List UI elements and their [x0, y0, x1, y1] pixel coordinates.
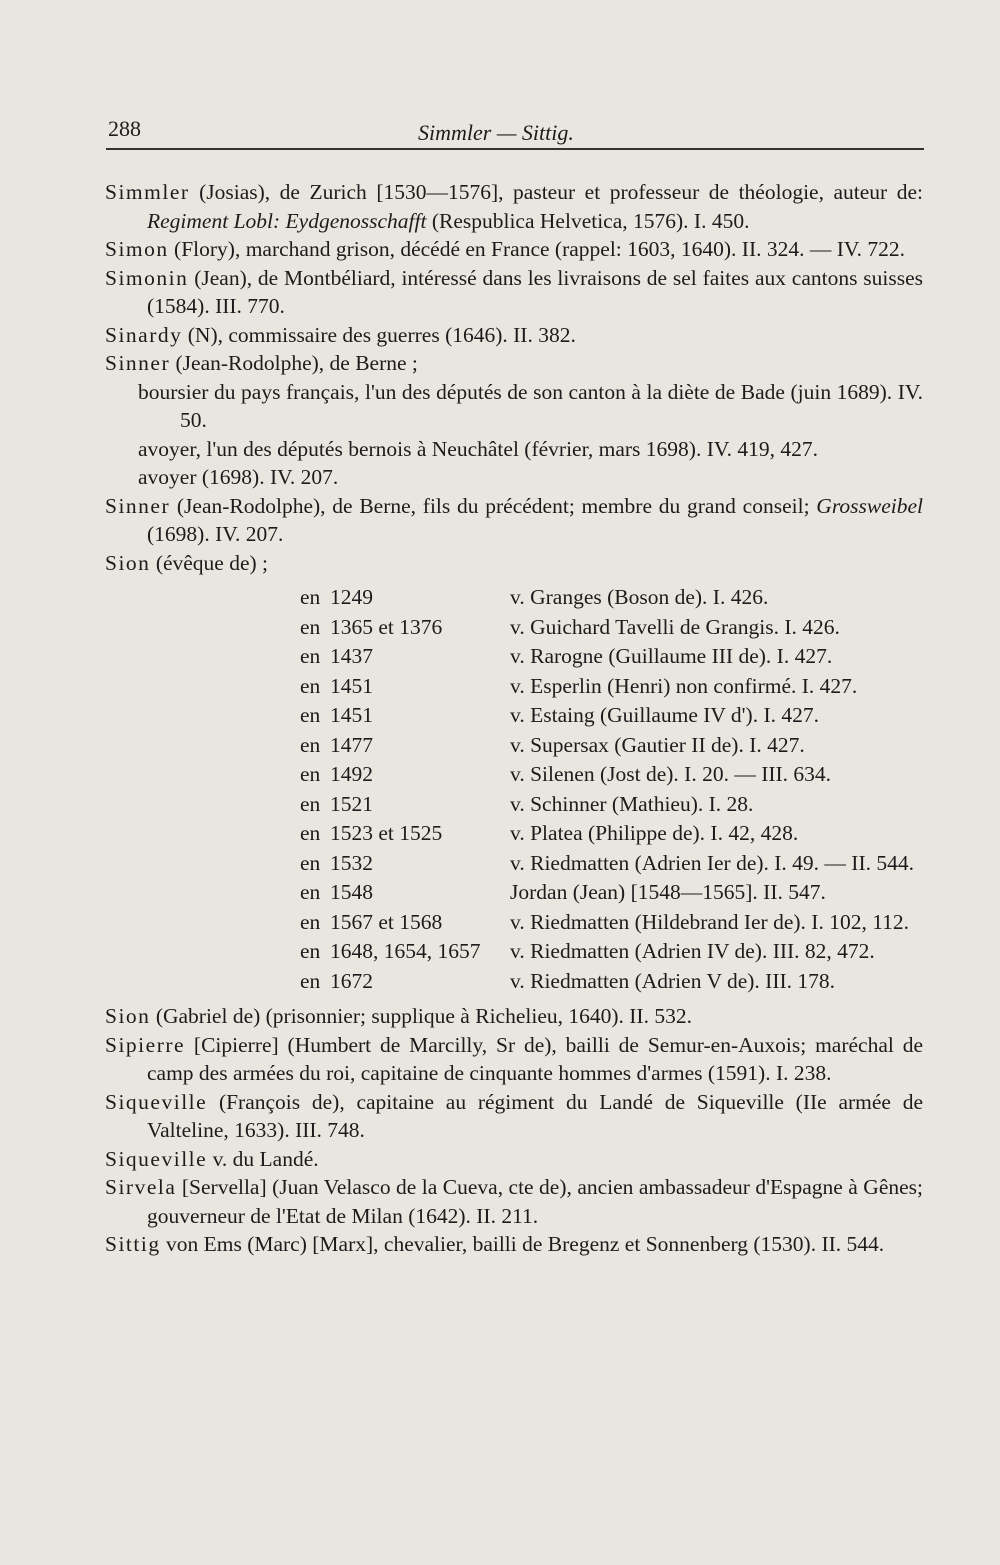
entry-head: Siqueville — [105, 1089, 208, 1114]
page-header — [108, 112, 923, 152]
index-entry: Sittig von Ems (Marc) [Marx], chevalier, bailli de Bregenz et Sonnenberg (1530). II. 544. — [105, 1232, 885, 1256]
index-entry: Sirvela [Servella] (Juan Velasco de la Cueva, cte de), ancien ambassadeur d'Espagne à Gênes; gouverneur de l'Etat de Milan (1642). II. 211. — [105, 1175, 923, 1228]
sub-entry: boursier du pays français, l'un des députés de son canton à la diète de Bade (juin 1689). IV. 50. — [138, 379, 923, 432]
entry-head: Sion — [105, 550, 151, 575]
index-body — [105, 178, 923, 1259]
list-item: en 1532 v. Riedmatten (Adrien Ier de). I. 49. — II. 544. — [300, 850, 914, 875]
index-entry: Sion (Gabriel de) (prisonnier; supplique à Richelieu, 1640). II. 532. — [105, 1004, 692, 1028]
entry-head: Sion — [105, 1004, 151, 1028]
list-item: en 1451 v. Esperlin (Henri) non confirmé. I. 427. — [300, 673, 858, 698]
index-entry: Siqueville v. du Landé. — [105, 1146, 319, 1171]
list-item: en 1672 v. Riedmatten (Adrien V de). III. 178. — [300, 968, 836, 993]
entry-head: Sinner — [105, 351, 171, 375]
list-item: en 1477 v. Supersax (Gautier II de). I. 427. — [300, 732, 805, 757]
entry-head: Sittig — [105, 1232, 161, 1256]
index-entry: Sion (évêque de) ; — [105, 550, 269, 575]
index-entry: Simmler (Josias), de Zurich [1530—1576], pasteur et professeur de théologie, auteur de: Regiment Lobl: Eydgenosschafft (Respublica Helvetica, 1576). I. 450. — [105, 180, 924, 233]
entry-head: Simon — [105, 237, 169, 261]
index-entry: Sinardy (N), commissaire des guerres (1646). II. 382. — [105, 322, 576, 347]
list-item: en 1249 v. Granges (Boson de). I. 426. — [300, 585, 769, 609]
sub-entry: avoyer, l'un des députés bernois à Neuchâtel (février, mars 1698). IV. 419, 427. — [138, 436, 819, 461]
index-entry: Sipierre [Cipierre] (Humbert de Marcilly, Sr de), bailli de Semur-en-Auxois; maréchal de camp des armées du roi, capitaine de cinquante hommes d'armes (1591). I. 238. — [105, 1032, 923, 1085]
sion-bishop-list — [300, 583, 923, 996]
running-head: Simmler — Sittig. — [418, 120, 574, 145]
list-item: en 1548 Jordan (Jean) [1548—1565]. II. 547. — [300, 880, 826, 904]
list-item: en 1523 et 1525 v. Platea (Philippe de). I. 42, 428. — [300, 821, 799, 845]
index-entry: Siqueville (François de), capitaine au régiment du Landé de Siqueville (IIe armée de Valteline, 1633). III. 748. — [105, 1089, 923, 1142]
index-entry: Simonin (Jean), de Montbéliard, intéressé dans les livraisons de sel faites aux cantons suisses (1584). III. 770. — [105, 265, 924, 318]
entry-head: Sinardy — [105, 322, 183, 347]
entry-head: Sipierre — [105, 1032, 186, 1057]
list-item: en 1451 v. Estaing (Guillaume IV d'). I. 427. — [300, 703, 819, 727]
header-rule — [106, 148, 924, 150]
index-entry: Sinner (Jean-Rodolphe), de Berne, fils du précédent; membre du grand conseil; Grossweibel (1698). IV. 207. — [105, 493, 923, 546]
entry-head: Sinner — [105, 493, 171, 518]
list-item: en 1648, 1654, 1657 v. Riedmatten (Adrien IV de). III. 82, 472. — [300, 939, 875, 963]
entry-head: Siqueville — [105, 1146, 208, 1171]
entry-head: Sirvela — [105, 1175, 177, 1199]
list-item: en 1521 v. Schinner (Mathieu). I. 28. — [300, 791, 754, 816]
sub-entry: avoyer (1698). IV. 207. — [138, 465, 339, 489]
list-item: en 1492 v. Silenen (Jost de). I. 20. — III. 634. — [300, 762, 832, 786]
entry-head: Simmler — [105, 180, 190, 204]
entry-head: Simonin — [105, 265, 189, 290]
index-entry: Simon (Flory), marchand grison, décédé en France (rappel: 1603, 1640). II. 324. — IV. 722. — [105, 237, 906, 261]
list-item: en 1567 et 1568 v. Riedmatten (Hildebrand Ier de). I. 102, 112. — [300, 909, 910, 934]
list-item: en 1437 v. Rarogne (Guillaume III de). I. 427. — [300, 644, 833, 668]
list-item: en 1365 et 1376 v. Guichard Tavelli de Grangis. I. 426. — [300, 614, 840, 639]
page-number: 288 — [108, 116, 141, 141]
index-entry: Sinner (Jean-Rodolphe), de Berne ; — [105, 351, 418, 375]
